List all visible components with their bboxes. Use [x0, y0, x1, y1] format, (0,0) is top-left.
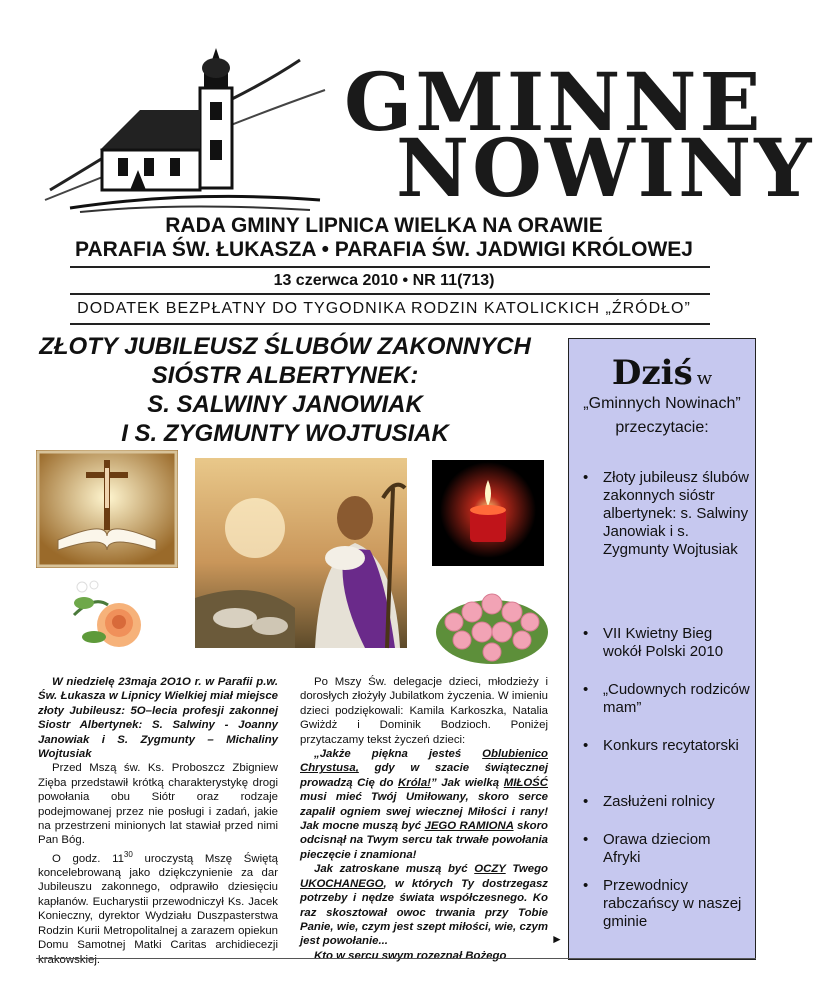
article-headline — [30, 332, 540, 448]
masthead-line-2: NOWINY — [396, 121, 814, 215]
crucifix-bible-image — [36, 450, 178, 568]
bullet-icon: • — [583, 877, 589, 894]
sidebar-subtitle: „Gminnych Nowinach” — [583, 395, 741, 412]
bullet-icon: • — [583, 793, 589, 810]
quote-paragraph: Kto w sercu swym rozeznał Bożego — [314, 949, 507, 962]
headline-line: S. SALWINY JANOWIAK — [147, 391, 423, 418]
good-shepherd-image — [195, 458, 407, 648]
divider — [70, 266, 710, 268]
bottom-divider — [36, 958, 756, 959]
candle-image — [432, 460, 544, 566]
bullet-icon: • — [583, 625, 589, 642]
sidebar-item: • Zasłużeni rolnicy — [583, 793, 715, 810]
bullet-icon: • — [583, 737, 589, 754]
quote-paragraph: Jak zatroskane muszą być OCZY Twego UKOCHANEGO, w których Ty dostrzegasz potrzeby i nędze świata współczesnego. Ko raz skosztował owoc trwania przy Tobie Panie, wie, czym jest szept miłości, wie, czym jest powołanie... — [300, 863, 548, 948]
sidebar-item: • Orawa dzieciom Afryki — [583, 831, 711, 866]
bullet-icon: • — [583, 681, 589, 698]
contents-sidebar — [568, 338, 756, 960]
bullet-icon: • — [583, 831, 589, 848]
header-parishes: PARAFIA ŚW. ŁUKASZA • PARAFIA ŚW. JADWIGI KRÓLOWEJ — [75, 238, 693, 261]
sidebar-subtitle: przeczytacie: — [615, 419, 709, 436]
bouquet-image — [432, 582, 552, 666]
headline-line: ZŁOTY JUBILEUSZ ŚLUBÓW ZAKONNYCH — [39, 333, 531, 360]
article-intro: W niedzielę 23maja 2O1O r. w Parafii p.w. Św. Łukasza w Lipnicy Wielkiej miał miejsce złoty Jubileusz: 5O–lecia profesji zakonnej Siostr Albertynek: S. Salwiny - Joanny Janowiak i S. Zygmunty – Michaliny Wojtusiak — [38, 676, 278, 761]
sidebar-item: • „Cudownych rodziców mam” — [583, 681, 750, 716]
sidebar-item: • Złoty jubileusz ślubów zakonnych sióstr albertynek: s. Salwiny Janowiak i s. Zygmunty Wojtusiak — [583, 469, 749, 558]
rose-image — [64, 575, 154, 657]
sidebar-item: • Konkurs recytatorski — [583, 737, 739, 754]
sidebar-title: Dziś w — [611, 353, 713, 393]
masthead-line-1: GMINNE — [344, 55, 764, 149]
bullet-icon: • — [583, 469, 589, 486]
headline-line: I S. ZYGMUNTY WOJTUSIAK — [121, 420, 449, 447]
divider — [70, 323, 710, 325]
article-column-2 — [300, 675, 548, 963]
article-column-1 — [38, 675, 278, 967]
sidebar-item: • Przewodnicy rabczańscy w naszej gminie — [583, 877, 742, 930]
church-drawing-icon — [40, 40, 330, 212]
headline-line: SIÓSTR ALBERTYNEK: — [151, 362, 419, 389]
article-paragraph: O godz. $11^{30}$ uroczystą Mszę Świętą koncelebrowaną jako dziękczynienie za dar Jubileuszu zakonnego, odprawiło dziesięciu kapłanów. Eucharystii przewodniczył Ks. Jacek Konieczny, dyrektor Wydziału Duszpasterstwa Rodzin Kurii Metropolitalnej a zarazem opiekun Domu Samotnej Matki Caritas archidiecezji krakowskiej. — [38, 849, 278, 966]
continue-arrow-icon: ► — [551, 932, 563, 946]
quote-paragraph: „Jakże piękna jesteś Oblubienico Chrystusa, gdy w szacie świątecznej prowadzą Cię do Króla!” Jak wielką MIŁOŚĆ musi mieć Twój Umiłowany, skoro serce zapalił ogniem swej wiecznej Miłości i rany! Jak mocne muszą być JEGO RAMIONA skoro odcisnął na Twym sercu tak trwałe powołania pieczęcie i znamiona! — [300, 748, 549, 861]
article-paragraph: Przed Mszą św. Ks. Proboszcz Zbigniew Zięba przedstawił krótką charakterystykę drogi powołania obu Siótr oraz rodzaje podejmowanej przez nie posługi i zadań, jakie na przestrzeni minionych lat stawiał przed nimi Pan Bóg. — [38, 762, 278, 847]
sidebar-item: • VII Kwietny Bieg wokół Polski 2010 — [583, 625, 724, 660]
divider — [70, 293, 710, 295]
supplement-note: DODATEK BEZPŁATNY DO TYGODNIKA RODZIN KATOLICKICH „ŹRÓDŁO” — [77, 300, 691, 317]
article-paragraph: Po Mszy Św. delegacje dzieci, młodzieży i dorosłych złożyły Jubilatkom życzenia. W imieniu dzieci podziękowali: Kamila Karkoszka, Natalia Gwiżdż i Dominik Bodzioch. Poniżej przytaczamy tekst życzeń dzieci: — [300, 676, 548, 746]
header-council: RADA GMINY LIPNICA WIELKA NA ORAWIE — [165, 214, 603, 237]
issue-info: 13 czerwca 2010 • NR 11(713) — [273, 272, 495, 289]
